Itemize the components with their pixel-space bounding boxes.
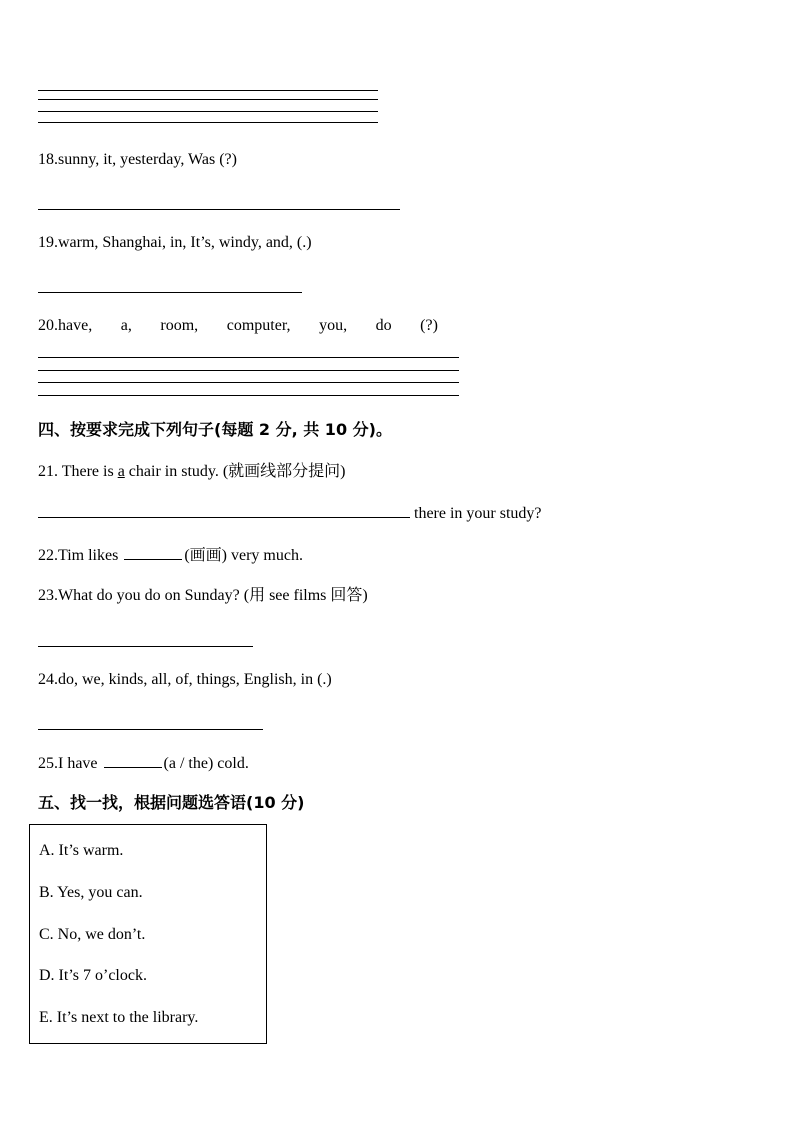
question-text-pre: Tim likes bbox=[58, 547, 123, 564]
answer-tail: there in your study? bbox=[414, 505, 542, 522]
answer-line bbox=[38, 646, 253, 647]
word: room, bbox=[160, 317, 199, 334]
option-c: C. No, we don’t. bbox=[39, 926, 146, 943]
word: computer, bbox=[226, 317, 291, 334]
option-b: B. Yes, you can. bbox=[39, 884, 143, 901]
question-text-post: chair in study. (就画线部分提问) bbox=[124, 463, 346, 480]
word: you, bbox=[319, 317, 348, 334]
question-number: 25. bbox=[38, 755, 58, 772]
question-18 bbox=[38, 150, 237, 170]
question-text: warm, Shanghai, in, It’s, windy, and, (.) bbox=[58, 234, 312, 251]
question-number: 23. bbox=[38, 587, 58, 604]
word-text: have, bbox=[58, 317, 93, 334]
answer-line bbox=[38, 122, 378, 123]
answer-line bbox=[38, 99, 378, 100]
question-number: 24. bbox=[38, 671, 58, 688]
question-text-post: (a / the) cold. bbox=[163, 755, 249, 772]
question-20 bbox=[38, 316, 438, 336]
answer-line bbox=[38, 111, 378, 112]
question-text-post: (画画) very much. bbox=[184, 547, 303, 564]
word: (?) bbox=[420, 317, 438, 334]
answer-line bbox=[38, 382, 459, 383]
word: a, bbox=[120, 317, 132, 334]
question-22 bbox=[38, 545, 303, 566]
answer-line bbox=[38, 292, 302, 293]
answer-line bbox=[38, 209, 400, 210]
question-number: 19. bbox=[38, 234, 58, 251]
option-e: E. It’s next to the library. bbox=[39, 1009, 199, 1026]
question-text: do, we, kinds, all, of, things, English, in (.) bbox=[58, 671, 332, 688]
question-23 bbox=[38, 586, 368, 606]
question-number: 20. bbox=[38, 317, 58, 334]
question-25 bbox=[38, 753, 249, 774]
answer-line bbox=[38, 395, 459, 396]
answer-blank[interactable] bbox=[124, 545, 182, 560]
question-24 bbox=[38, 670, 332, 690]
section-4-heading: 四、按要求完成下列句子(每题 2 分, 共 10 分)。 bbox=[38, 420, 392, 439]
answer-line bbox=[38, 729, 263, 730]
answer-blank[interactable] bbox=[38, 503, 410, 518]
question-text: What do you do on Sunday? (用 see films 回答) bbox=[58, 587, 368, 604]
word: do bbox=[375, 317, 392, 334]
option-d: D. It’s 7 o’clock. bbox=[39, 967, 147, 984]
question-text: sunny, it, yesterday, Was (?) bbox=[58, 151, 237, 168]
question-21-answer bbox=[38, 503, 542, 524]
option-a: A. It’s warm. bbox=[39, 842, 124, 859]
question-text-pre: I have bbox=[58, 755, 102, 772]
question-number: 21 bbox=[38, 463, 54, 480]
underlined-word: a bbox=[117, 463, 125, 480]
answer-options-box bbox=[29, 824, 267, 1044]
section-5-heading: 五、找一找，根据问题选答语(10 分) bbox=[38, 793, 305, 812]
word bbox=[38, 316, 92, 336]
answer-line bbox=[38, 357, 459, 358]
question-text-pre: . There is bbox=[54, 463, 118, 480]
answer-blank[interactable] bbox=[104, 753, 162, 768]
answer-line bbox=[38, 370, 459, 371]
answer-line bbox=[38, 90, 378, 91]
question-19 bbox=[38, 233, 312, 253]
question-number: 22. bbox=[38, 547, 58, 564]
question-number: 18. bbox=[38, 151, 58, 168]
question-21 bbox=[38, 462, 346, 482]
